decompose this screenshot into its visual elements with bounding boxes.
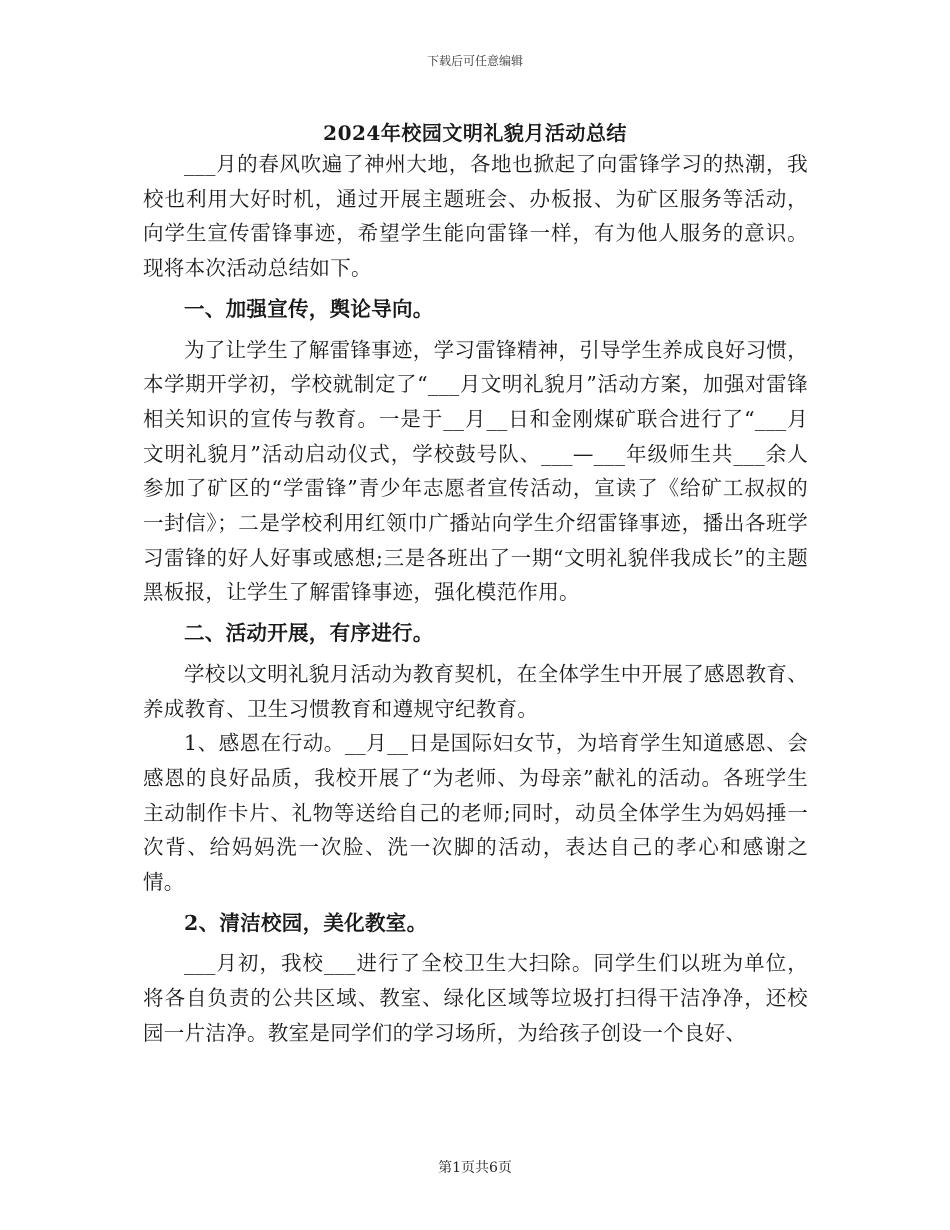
document-body (143, 147, 808, 1051)
section-2-item-1-paragraph: 1、感恩在行动。__月__日是国际妇女节，为培育学生知道感恩、会感恩的良好品质，我校开展了“为老师、为母亲”献礼的活动。各班学生主动制作卡片、礼物等送给自己的老师;同时，动员全体学生为妈妈捶一次背、给妈妈洗一次脸、洗一次脚的活动，表达自己的孝心和感谢之情。 (143, 731, 808, 895)
section-heading-1: 一、加强宣传，舆论导向。 (184, 296, 434, 321)
document-title: 2024年校园文明礼貌月活动总结 (323, 121, 627, 145)
section-2-paragraph: 学校以文明礼貌月活动为教育契机，在全体学生中开展了感恩教育、养成教育、卫生习惯教育和遵规守纪教育。 (143, 661, 808, 721)
section-1-paragraph: 为了让学生了解雷锋事迹，学习雷锋精神，引导学生养成良好习惯，本学期开学初，学校就制定了“___月文明礼貌月”活动方案，加强对雷锋相关知识的宣传与教育。一是于__月__日和金刚煤矿联合进行了“___月文明礼貌月”活动启动仪式，学校鼓号队、___—___年级师生共___余人参加了矿区的“学雷锋”青少年志愿者宣传活动，宣读了《给矿工叔叔的一封信》；二是学校利用红领巾广播站向学生介绍雷锋事迹，播出各班学习雷锋的好人好事或感想;三是各班出了一期“文明礼貌伴我成长”的主题黑板报，让学生了解雷锋事迹，强化模范作用。 (143, 337, 808, 605)
section-heading-2: 二、活动开展，有序进行。 (184, 621, 434, 646)
intro-paragraph: ___月的春风吹遍了神州大地，各地也掀起了向雷锋学习的热潮，我校也利用大好时机，通过开展主题班会、办板报、为矿区服务等活动，向学生宣传雷锋事迹，希望学生能向雷锋一样，有为他人服务的意识。现将本次活动总结如下。 (143, 152, 808, 281)
page-header-note: 下载后可任意编辑 (426, 54, 523, 68)
section-heading-2-item-2: 2、清洁校园，美化教室。 (184, 910, 428, 935)
page-footer-number: 第1页共6页 (438, 1160, 512, 1176)
section-2-item-2-paragraph: ___月初，我校___进行了全校卫生大扫除。同学生们以班为单位，将各自负责的公共区域、教室、绿化区域等垃圾打扫得干洁净净，还校园一片洁净。教室是同学们的学习场所，为给孩子创设一个良好、 (143, 951, 808, 1045)
